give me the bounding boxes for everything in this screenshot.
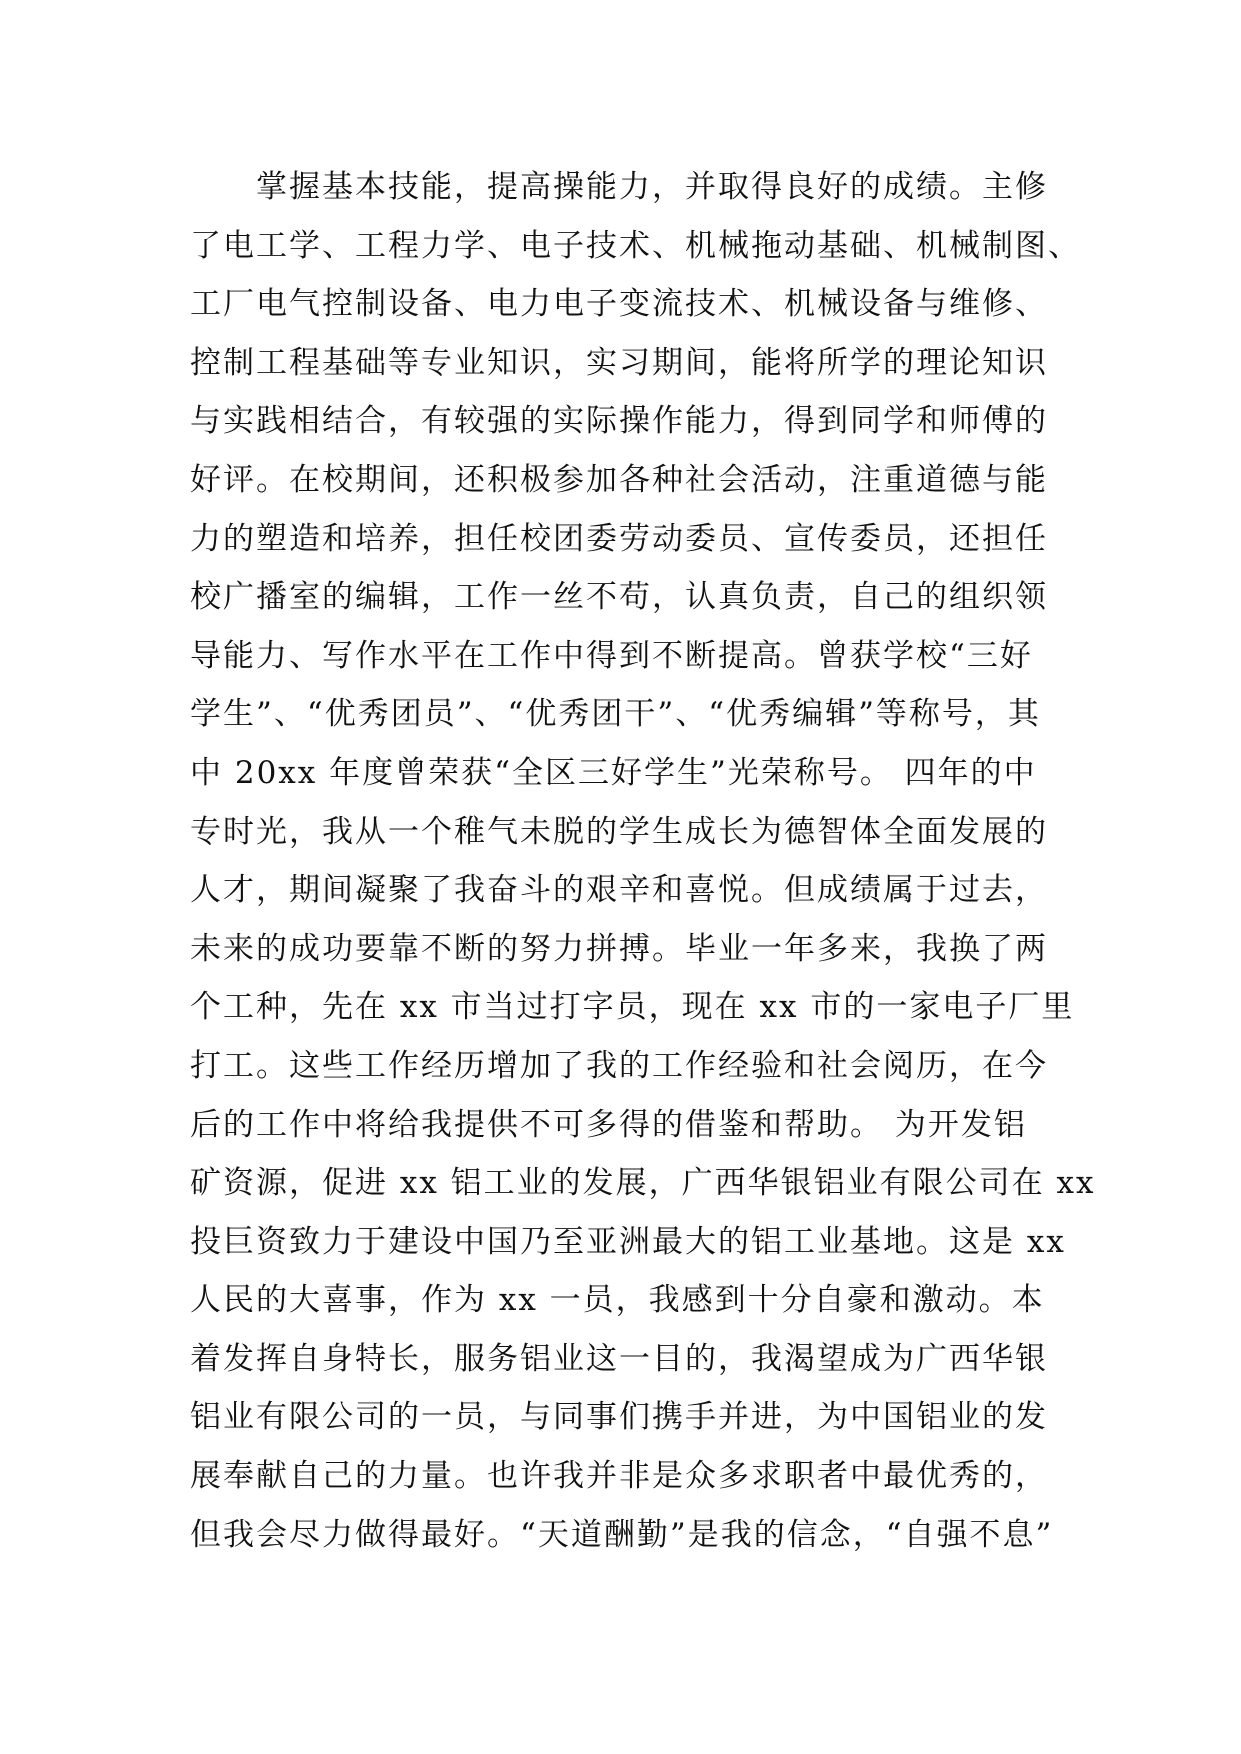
text-line: 学生”、“优秀团员”、“优秀团干”、“优秀编辑”等称号，其 <box>190 696 1041 733</box>
text-line: 校广播室的编辑，工作一丝不苟，认真负责，自己的组织领 <box>190 579 1048 616</box>
text-line: 与实践相结合，有较强的实际操作能力，得到同学和师傅的 <box>190 403 1048 440</box>
body-text <box>190 158 1096 1564</box>
text-line: 着发挥自身特长，服务铝业这一目的，我渴望成为广西华银 <box>190 1340 1048 1377</box>
text-line: 工厂电气控制设备、电力电子变流技术、机械设备与维修、 <box>190 286 1048 323</box>
text-line: 展奉献自己的力量。也许我并非是众多求职者中最优秀的， <box>190 1458 1048 1495</box>
text-line: 后的工作中将给我提供不可多得的借鉴和帮助。 为开发铝 <box>190 1106 1027 1143</box>
text-line: 铝业有限公司的一员，与同事们携手并进，为中国铝业的发 <box>190 1399 1048 1436</box>
text-line: 专时光，我从一个稚气未脱的学生成长为德智体全面发展的 <box>190 813 1048 850</box>
text-line: 个工种，先在 xx 市当过打字员，现在 xx 市的一家电子厂里 <box>190 989 1075 1026</box>
text-line: 人民的大喜事，作为 xx 一员，我感到十分自豪和激动。本 <box>190 1282 1045 1319</box>
text-line: 掌握基本技能，提高操能力，并取得良好的成绩。主修 <box>190 169 1048 205</box>
text-line: 投巨资致力于建设中国乃至亚洲最大的铝工业基地。这是 xx <box>190 1223 1066 1260</box>
text-line: 好评。在校期间，还积极参加各种社会活动，注重道德与能 <box>190 461 1048 498</box>
text-line: 导能力、写作水平在工作中得到不断提高。曾获学校“三好 <box>190 637 1033 674</box>
text-line: 控制工程基础等专业知识，实习期间，能将所学的理论知识 <box>190 344 1048 381</box>
text-line: 但我会尽力做得最好。“天道酬勤”是我的信念，“自强不息” <box>190 1516 1054 1553</box>
text-line: 力的塑造和培养，担任校团委劳动委员、宣传委员，还担任 <box>190 520 1048 557</box>
text-line: 矿资源，促进 xx 铝工业的发展，广西华银铝业有限公司在 xx <box>190 1165 1096 1202</box>
text-line: 了电工学、工程力学、电子技术、机械拖动基础、机械制图、 <box>190 227 1081 264</box>
text-line: 中 20xx 年度曾荣获“全区三好学生”光荣称号。 四年的中 <box>190 754 1037 791</box>
text-line: 人才，期间凝聚了我奋斗的艰辛和喜悦。但成绩属于过去， <box>190 872 1048 909</box>
text-line: 打工。这些工作经历增加了我的工作经验和社会阅历，在今 <box>190 1047 1048 1084</box>
text-line: 未来的成功要靠不断的努力拼搏。毕业一年多来，我换了两 <box>190 930 1048 967</box>
